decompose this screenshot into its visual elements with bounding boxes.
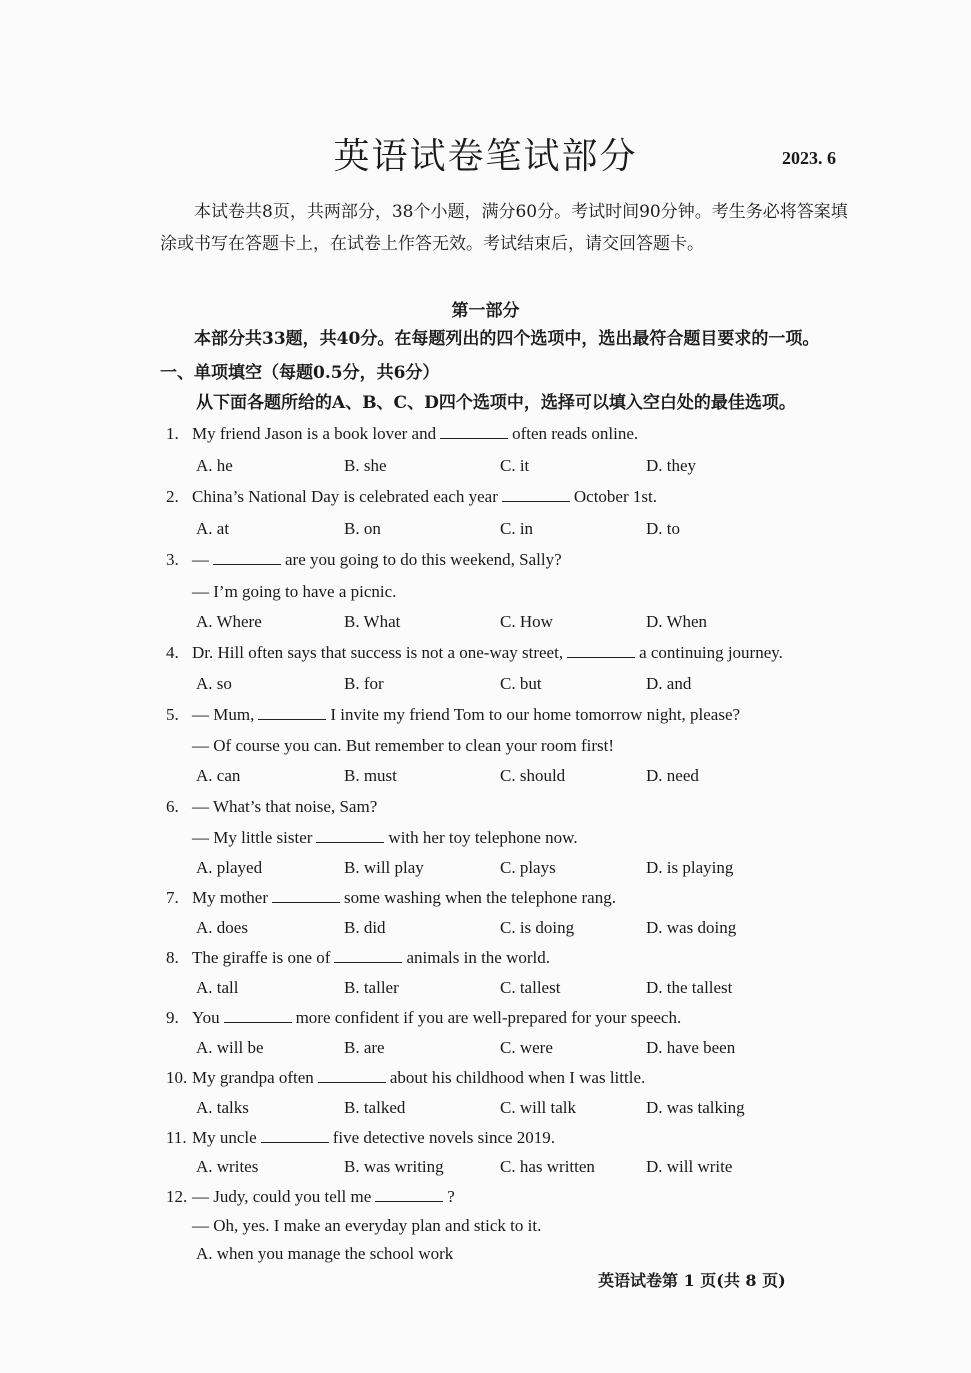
question-text: — Judy, could you tell me ?: [192, 1187, 455, 1206]
answer-option: B. What: [344, 612, 401, 631]
answer-blank: [213, 550, 281, 565]
answer-blank: [261, 1128, 329, 1143]
answer-blank: [318, 1068, 386, 1083]
answer-blank: [316, 828, 384, 843]
answer-option: D. When: [646, 612, 708, 631]
answer-option: B. taller: [344, 978, 399, 997]
question-number: 12.: [166, 1187, 188, 1206]
question-text: My grandpa often about his childhood when I was little.: [192, 1068, 646, 1087]
answer-option: D. is playing: [646, 858, 734, 877]
answer-option: D. the tallest: [646, 978, 733, 997]
question-number: 6.: [166, 797, 179, 816]
answer-option: B. must: [344, 766, 397, 785]
answer-option: A. played: [196, 858, 263, 877]
question-number: 3.: [166, 550, 179, 569]
answer-blank: [567, 643, 635, 658]
question-text: My uncle five detective novels since 2019.: [192, 1128, 556, 1147]
answer-option: C. tallest: [500, 978, 561, 997]
answer-option: C. plays: [500, 858, 556, 877]
answer-option: A. when you manage the school work: [196, 1244, 454, 1263]
answer-option: C. How: [500, 612, 553, 631]
question-text: — I’m going to have a picnic.: [192, 582, 397, 601]
page-footer: 英语试卷第 1 页(共 8 页): [598, 1271, 786, 1290]
answer-option: B. will play: [344, 858, 424, 877]
answer-option: A. talks: [196, 1098, 249, 1117]
answer-option: A. he: [196, 456, 233, 475]
answer-option: A. tall: [196, 978, 239, 997]
question-number: 4.: [166, 643, 179, 662]
answer-option: B. on: [344, 519, 381, 538]
answer-option: D. will write: [646, 1157, 733, 1176]
question-text: You more confident if you are well-prepared for your speech.: [192, 1008, 682, 1027]
answer-option: D. need: [646, 766, 699, 785]
answer-blank: [272, 888, 340, 903]
answer-blank: [258, 705, 326, 720]
answer-option: B. she: [344, 456, 387, 475]
answer-option: A. Where: [196, 612, 262, 631]
question-number: 11.: [166, 1128, 187, 1147]
answer-option: C. has written: [500, 1157, 595, 1176]
answer-option: A. so: [196, 674, 232, 693]
question-number: 5.: [166, 705, 179, 724]
answer-option: B. are: [344, 1038, 385, 1057]
answer-option: D. was talking: [646, 1098, 745, 1117]
answer-option: C. will talk: [500, 1098, 577, 1117]
answer-option: A. can: [196, 766, 241, 785]
question-text: My friend Jason is a book lover and often reads online.: [192, 424, 639, 443]
answer-option: B. did: [344, 918, 386, 937]
question-text: — Mum, I invite my friend Tom to our home tomorrow night, please?: [192, 705, 741, 724]
question-number: 2.: [166, 487, 179, 506]
answer-option: B. talked: [344, 1098, 406, 1117]
question-text: China’s National Day is celebrated each year October 1st.: [192, 487, 657, 506]
answer-option: D. and: [646, 674, 692, 693]
question-number: 10.: [166, 1068, 188, 1087]
question-text: — Of course you can. But remember to clean your room first!: [192, 736, 615, 755]
answer-option: D. to: [646, 519, 680, 538]
question-text: — What’s that noise, Sam?: [192, 797, 378, 816]
answer-option: C. is doing: [500, 918, 575, 937]
answer-blank: [334, 948, 402, 963]
answer-blank: [440, 424, 508, 439]
question-number: 7.: [166, 888, 179, 907]
answer-blank: [224, 1008, 292, 1023]
answer-option: D. was doing: [646, 918, 737, 937]
part-heading: 第一部分: [451, 301, 520, 321]
answer-option: C. were: [500, 1038, 553, 1057]
answer-blank: [375, 1187, 443, 1202]
question-text: — Oh, yes. I make an everyday plan and stick to it.: [192, 1216, 542, 1235]
question-text: The giraffe is one of animals in the world.: [192, 948, 550, 967]
answer-option: B. for: [344, 674, 384, 693]
answer-option: A. does: [196, 918, 248, 937]
answer-option: A. at: [196, 519, 230, 538]
answer-option: D. have been: [646, 1038, 736, 1057]
answer-option: C. should: [500, 766, 566, 785]
answer-option: A. writes: [196, 1157, 259, 1176]
question-number: 8.: [166, 948, 179, 967]
answer-option: C. but: [500, 674, 542, 693]
answer-option: A. will be: [196, 1038, 264, 1057]
answer-option: B. was writing: [344, 1157, 444, 1176]
question-text: My mother some washing when the telephone rang.: [192, 888, 616, 907]
question-text: Dr. Hill often says that success is not a one-way street, a continuing journey.: [192, 643, 783, 662]
section-title: 一、单项填空（每题0.5分，共6分）: [160, 363, 440, 383]
part-description: 本部分共33题，共40分。在每题列出的四个选项中，选出最符合题目要求的一项。: [194, 329, 820, 349]
section-description: 从下面各题所给的A、B、C、D四个选项中，选择可以填入空白处的最佳选项。: [196, 393, 796, 413]
question-number: 9.: [166, 1008, 179, 1027]
page-title: 英语试卷笔试部分: [333, 136, 638, 177]
exam-instructions: 本试卷共8页，共两部分，38个小题，满分60分。考试时间90分钟。考生务必将答案填涂或书写在答题卡上，在试卷上作答无效。考试结束后，请交回答题卡。: [160, 202, 848, 254]
question-number: 1.: [166, 424, 179, 443]
answer-blank: [502, 487, 570, 502]
question-text: — are you going to do this weekend, Sally?: [192, 550, 562, 569]
answer-option: C. in: [500, 519, 534, 538]
answer-option: C. it: [500, 456, 530, 475]
question-text: — My little sister with her toy telephone now.: [192, 828, 578, 847]
answer-option: D. they: [646, 456, 697, 475]
exam-date: 2023. 6: [782, 148, 836, 168]
